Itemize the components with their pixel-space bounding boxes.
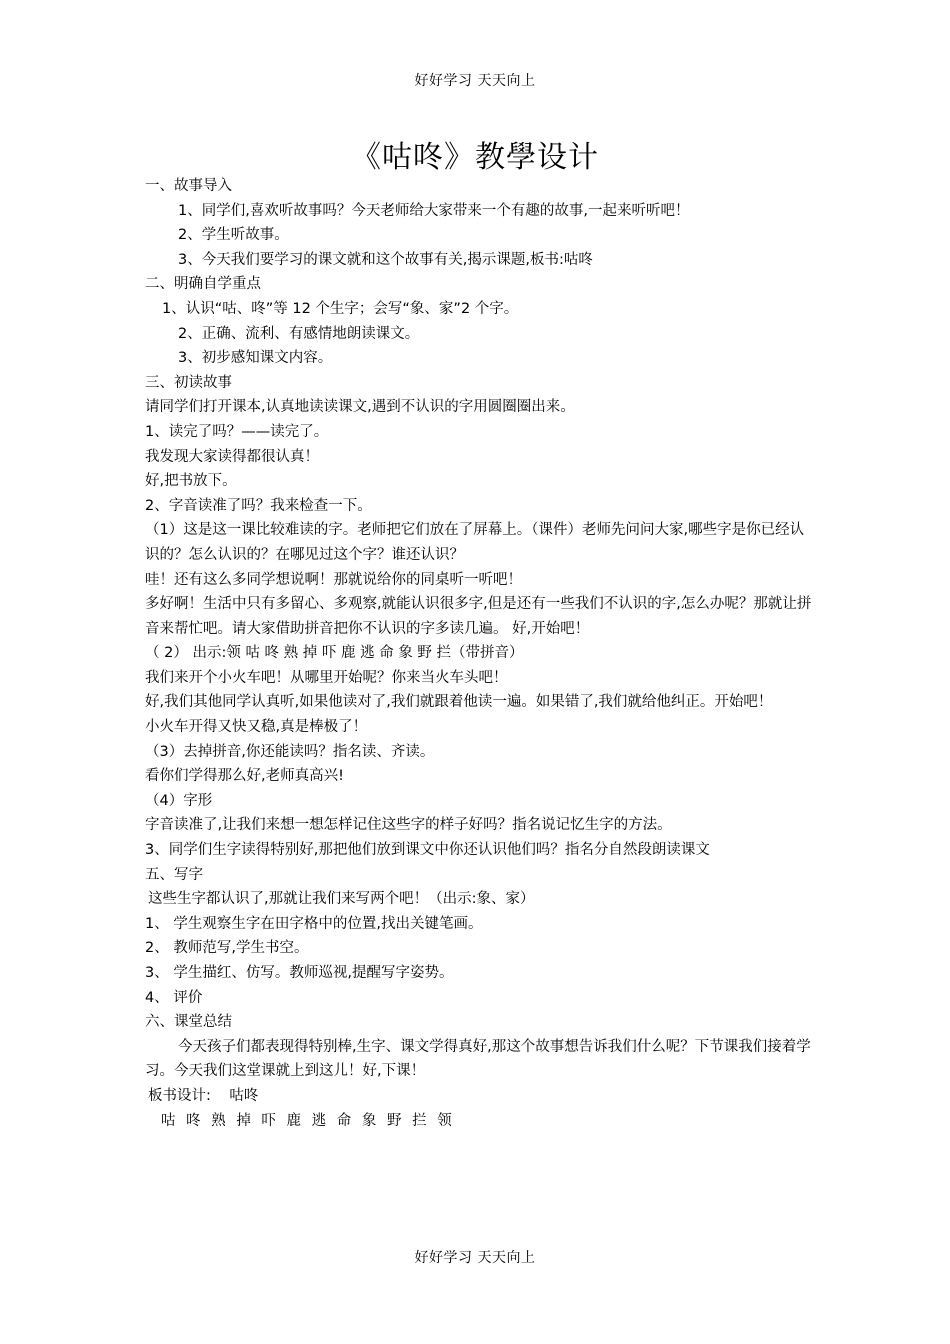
list-item: 1、同学们,喜欢听故事吗？今天老师给大家带来一个有趣的故事,一起来听听吧！	[178, 202, 690, 219]
list-item: 2、 教师范写,学生书空。	[145, 940, 309, 957]
paragraph: （3）去掉拼音,你还能读吗？指名读、齐读。	[145, 743, 435, 760]
paragraph: 小火车开得又快又稳,真是棒极了！	[145, 719, 368, 736]
list-item: 2、学生听故事。	[178, 227, 289, 244]
list-item: 1、 学生观察生字在田字格中的位置,找出关键笔画。	[145, 915, 483, 932]
paragraph: 看你们学得那么好,老师真高兴!	[145, 768, 344, 785]
paragraph: （1）这是这一课比较难读的字。老师把它们放在了屏幕上。（课件）老师先问问大家,哪些字是你已经认识的？怎么认识的？在哪见过这个字？谁还认识？	[145, 522, 805, 563]
section-heading-2: 二、明确自学重点	[145, 276, 261, 293]
page-header: 好好学习 天天向上	[414, 73, 536, 89]
paragraph: 我发现大家读得都很认真！	[145, 448, 319, 465]
board-design-characters: 咕 咚 熟 掉 吓 鹿 逃 命 象 野 拦 领	[161, 1112, 455, 1129]
paragraph: （ 2） 出示:领 咕 咚 熟 掉 吓 鹿 逃 命 象 野 拦（带拼音）	[145, 645, 524, 662]
paragraph: 2、字音读准了吗？我来检查一下。	[145, 497, 372, 514]
paragraph: 哇！还有这么多同学想说啊！那就说给你的同桌听一听吧！	[145, 571, 522, 588]
paragraph: 今天孩子们都表现得特别棒,生字、课文学得真好,那这个故事想告诉我们什么呢？下节课我们接着学习。今天我们这堂课就上到这儿！好,下课！	[145, 1038, 811, 1080]
list-item: 4、 评价	[145, 989, 203, 1006]
paragraph: 请同学们打开课本,认真地读读课文,遇到不认识的字用圆圈圈出来。	[145, 399, 575, 416]
list-item: 3、 学生描红、仿写。教师巡视,提醒写字姿势。	[145, 965, 454, 981]
list-item: 1、认识“咕、咚”等 12 个生字；会写“象、家”2 个字。	[162, 300, 519, 317]
section-heading-5: 五、写字	[145, 866, 203, 883]
paragraph: 3、同学们生字读得特别好,那把他们放到课文中你还认识他们吗？指名分自然段朗读课文	[145, 842, 710, 859]
paragraph: 1、读完了吗？——读完了。	[145, 423, 329, 440]
section-heading-6: 六、课堂总结	[145, 1014, 232, 1031]
paragraph: 好,把书放下。	[145, 473, 237, 490]
section-heading-3: 三、初读故事	[145, 374, 232, 391]
list-item: 2、正确、流利、有感情地朗读课文。	[178, 325, 420, 342]
document-title: 《咕咚》教學设计	[351, 140, 599, 175]
paragraph: 字音读准了,让我们来想一想怎样记住这些字的样子好吗？指名说记忆生字的方法。	[145, 817, 672, 834]
document-body	[145, 174, 815, 1133]
paragraph: 我们来开个小火车吧！从哪里开始呢？你来当火车头吧！	[145, 669, 508, 686]
list-item: 3、初步感知课文内容。	[178, 350, 333, 367]
board-design-label: 板书设计: 咕咚	[148, 1087, 259, 1104]
paragraph: （4）字形	[145, 792, 213, 809]
list-item: 3、今天我们要学习的课文就和这个故事有关,揭示课题,板书:咕咚	[178, 251, 593, 268]
page-footer: 好好学习 天天向上	[414, 1250, 536, 1266]
paragraph: 好,我们其他同学认真听,如果他读对了,我们就跟着他读一遍。如果错了,我们就给他纠正。开始吧！	[145, 694, 773, 711]
paragraph: 这些生字都认识了,那就让我们来写两个吧！（出示:象、家）	[148, 891, 535, 908]
section-heading-1: 一、故事导入	[145, 178, 232, 194]
paragraph: 多好啊！生活中只有多留心、多观察,就能认识很多字,但是还有一些我们不认识的字,怎么办呢？那就让拼音来帮忙吧。请大家借助拼音把你不认识的字多读几遍。 好,开始吧！	[145, 596, 812, 637]
